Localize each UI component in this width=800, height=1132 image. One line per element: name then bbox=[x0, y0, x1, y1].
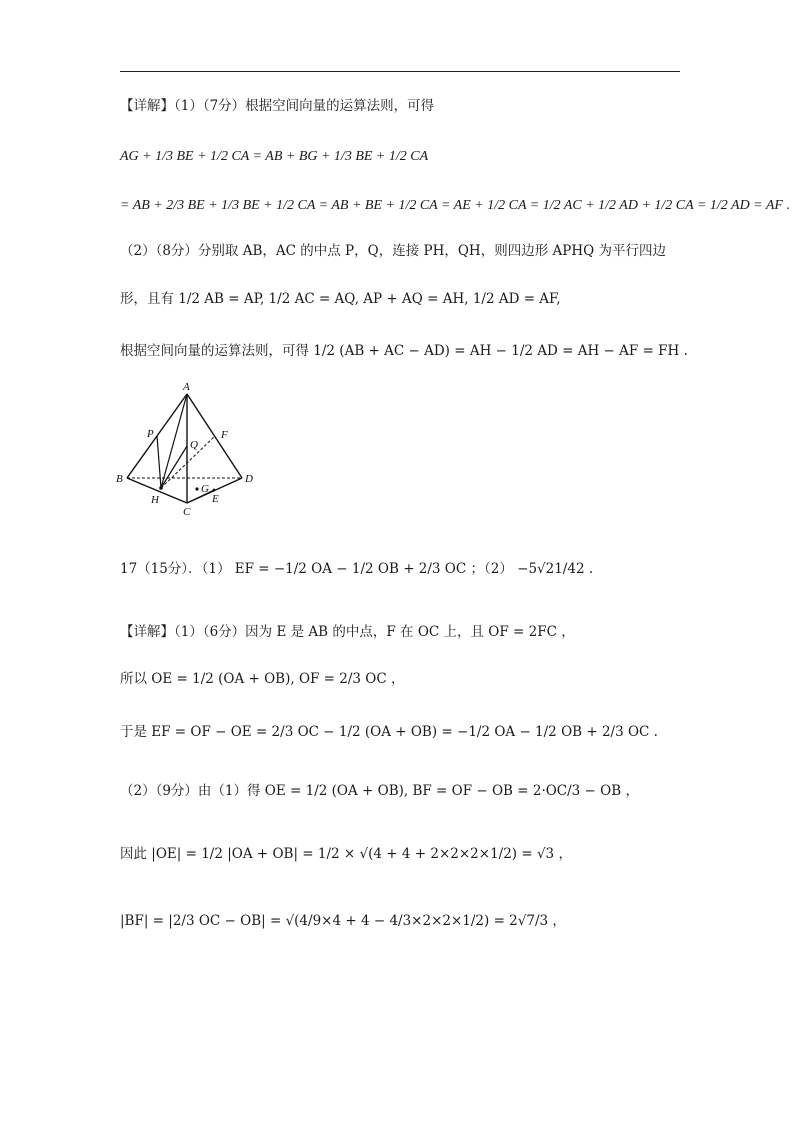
math-line-2: AG + 1/3 BE + 1/2 CA = AB + BG + 1/3 BE + 1/2 CA bbox=[120, 149, 429, 164]
text-line-1: 【详解】（1）（7分）根据空间向量的运算法则，可得 bbox=[120, 98, 435, 114]
label-b: B bbox=[116, 473, 123, 485]
label-p: P bbox=[147, 428, 154, 440]
segment-ah bbox=[161, 394, 187, 488]
header-rule bbox=[120, 71, 680, 72]
label-d: D bbox=[245, 473, 253, 485]
text-line-10: 于是 EF = OF − OE = 2/3 OC − 1/2 (OA + OB) = −1/2 OA − 1/2 OB + 2/3 OC . bbox=[120, 724, 658, 740]
point-e bbox=[213, 489, 216, 492]
label-c: C bbox=[183, 506, 191, 518]
text-line-11: （2）（9分）由（1）得 OE = 1/2 (OA + OB), BF = OF − OB = 2·OC/3 − OB ， bbox=[120, 783, 639, 799]
answer-line-17: 17（15分）．（1） EF = −1/2 OA − 1/2 OB + 2/3 OC ；（2） −5√21/42 . bbox=[120, 561, 594, 577]
edge-ad bbox=[187, 394, 242, 478]
label-e: E bbox=[212, 493, 219, 505]
tetrahedron-figure bbox=[115, 378, 265, 518]
text-line-13: |BF| = |2/3 OC − OB| = √(4/9×4 + 4 − 4/3×2×2×1/2) = 2√7/3 ， bbox=[120, 913, 566, 929]
point-h bbox=[159, 486, 163, 490]
text-line-5: 形，且有 1/2 AB = AP, 1/2 AC = AQ, AP + AQ = AH, 1/2 AD = AF, bbox=[120, 291, 561, 307]
text-line-6: 根据空间向量的运算法则，可得 1/2 (AB + AC − AD) = AH − 1/2 AD = AH − AF = FH . bbox=[120, 343, 688, 359]
point-g bbox=[195, 487, 198, 490]
segment-ph bbox=[157, 436, 161, 488]
text-line-8: 【详解】（1）（6分）因为 E 是 AB 的中点，F 在 OC 上，且 OF = 2FC ， bbox=[120, 624, 575, 640]
math-line-3: = AB + 2/3 BE + 1/3 BE + 1/2 CA = AB + BE + 1/2 CA = AE + 1/2 CA = 1/2 AC + 1/2 AD + 1/2 CA = 1/2 AD = AF . bbox=[120, 198, 790, 213]
label-a: A bbox=[183, 381, 190, 393]
label-h: H bbox=[151, 494, 159, 506]
text-line-9: 所以 OE = 1/2 (OA + OB), OF = 2/3 OC ， bbox=[120, 671, 405, 687]
label-f: F bbox=[221, 429, 228, 441]
label-g: G bbox=[201, 483, 209, 495]
label-q: Q bbox=[190, 439, 198, 451]
text-line-12: 因此 |OE| = 1/2 |OA + OB| = 1/2 × √(4 + 4 + 2×2×2×1/2) = √3 ， bbox=[120, 846, 572, 862]
segment-hf-hidden bbox=[161, 436, 215, 488]
text-line-4: （2）（8分）分别取 AB，AC 的中点 P，Q，连接 PH，QH，则四边形 APHQ 为平行四边 bbox=[120, 243, 666, 259]
